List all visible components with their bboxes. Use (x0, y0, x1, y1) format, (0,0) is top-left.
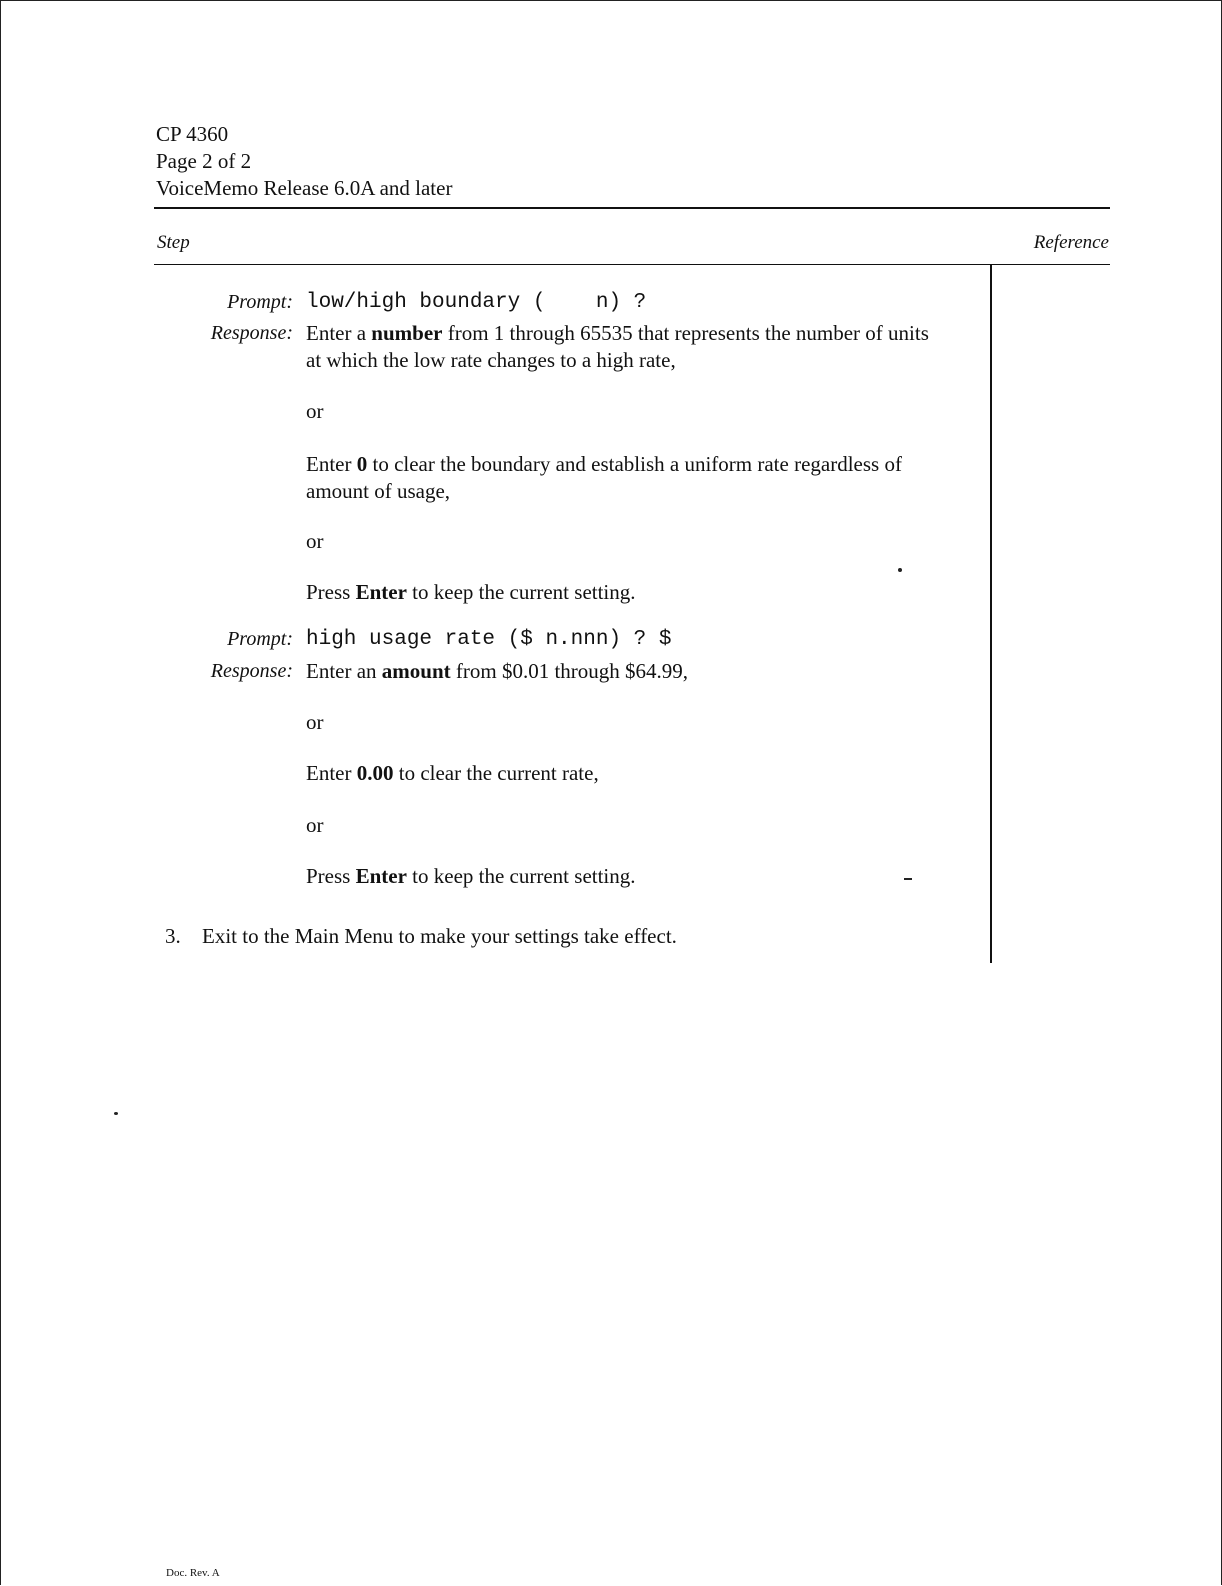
step-number: 3. (165, 924, 181, 948)
response-label: Response: (210, 322, 293, 344)
or-separator: or (306, 813, 324, 837)
alt-keep-setting (306, 863, 946, 890)
response-text: Enter a (306, 321, 372, 345)
or-separator: or (306, 529, 324, 553)
prompt-high-rate: high usage rate ($ n.nnn) ? $ (306, 628, 672, 651)
alt-text: to clear the current rate, (393, 761, 599, 785)
header-rule (154, 207, 1110, 209)
alt-keyword: Enter (355, 864, 407, 888)
scan-speck (898, 568, 902, 572)
alt-clear-rate (306, 760, 946, 787)
alt-keyword: 0.00 (356, 761, 394, 785)
alt-keyword: Enter (355, 580, 407, 604)
step-3 (165, 924, 677, 949)
alt-text: Enter (306, 452, 357, 476)
alt-clear-boundary (306, 451, 946, 505)
response-boundary (306, 320, 946, 374)
document-header (156, 121, 452, 202)
response-label: Response: (210, 660, 293, 682)
reference-column-divider (990, 265, 992, 963)
alt-text: to keep the current setting. (406, 864, 636, 888)
scan-speck (114, 1112, 118, 1115)
response-text: from 1 through 65535 that represents the number of units at which the low rate changes to a high rate, (306, 321, 929, 372)
doc-revision: Doc. Rev. A (166, 1567, 220, 1579)
prompt-boundary: low/high boundary ( n) ? (306, 291, 647, 314)
alt-keyword: 0 (356, 452, 368, 476)
response-keyword: number (371, 321, 443, 345)
alt-text: Press (306, 864, 356, 888)
prompt-label: Prompt: (227, 291, 293, 313)
response-high-rate (306, 658, 946, 685)
doc-id: CP 4360 (156, 122, 229, 146)
page-number: Page 2 of 2 (156, 149, 252, 173)
response-text: from $0.01 through $64.99, (450, 659, 689, 683)
step-text: Exit to the Main Menu to make your settings take effect. (202, 924, 677, 948)
step-column-heading: Step (157, 232, 190, 253)
reference-column-heading: Reference (1033, 232, 1109, 253)
alt-keep-setting (306, 579, 946, 606)
alt-text: to keep the current setting. (406, 580, 636, 604)
release-line: VoiceMemo Release 6.0A and later (156, 176, 453, 200)
alt-text: Press (306, 580, 356, 604)
column-heading-rule (154, 264, 1110, 265)
scan-speck (904, 878, 912, 880)
alt-text: to clear the boundary and establish a uniform rate regardless of amount of usage, (306, 452, 902, 503)
response-text: Enter an (306, 659, 382, 683)
response-keyword: amount (381, 659, 451, 683)
or-separator: or (306, 710, 324, 734)
alt-text: Enter (306, 761, 357, 785)
prompt-label: Prompt: (227, 628, 293, 650)
or-separator: or (306, 399, 324, 423)
